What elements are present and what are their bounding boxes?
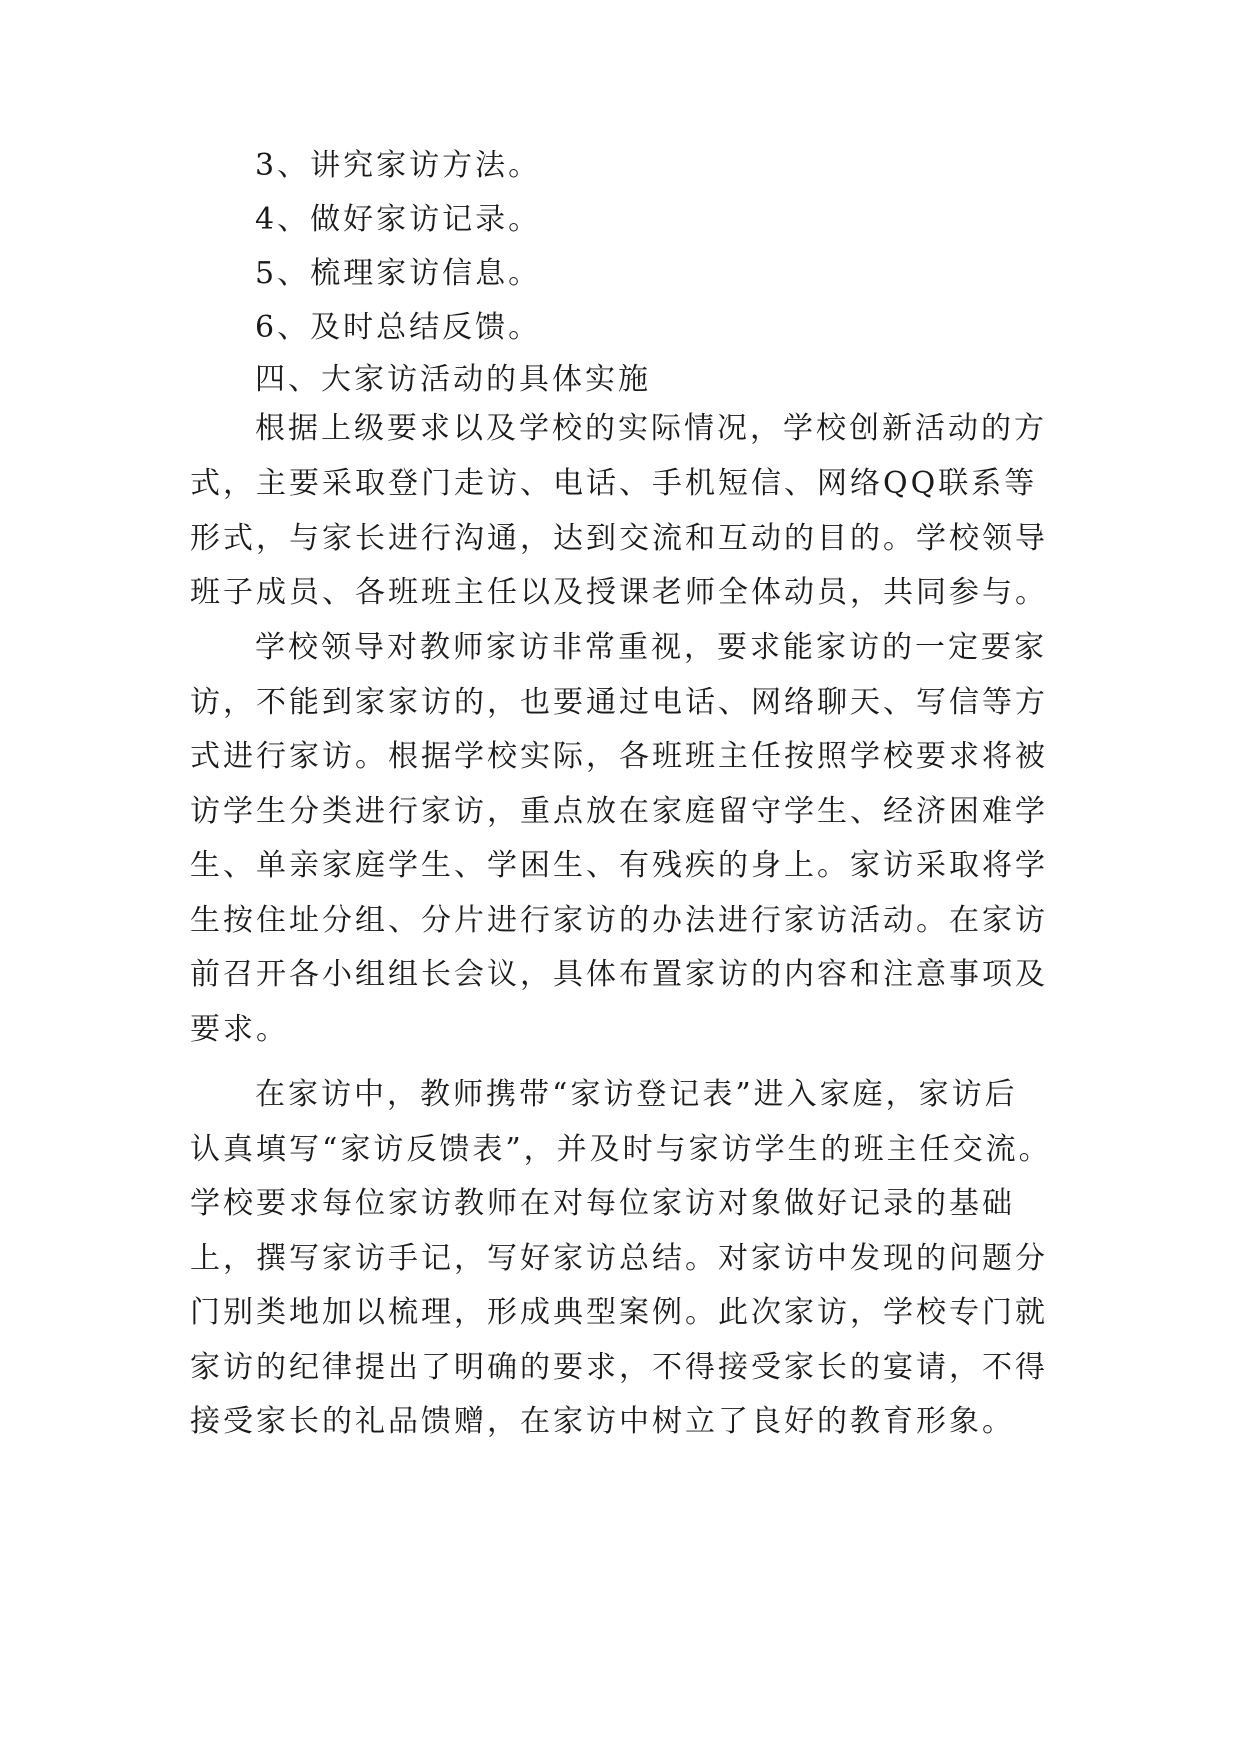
paragraph-line: 学校要求每位家访教师在对每位家访对象做好记录的基础 — [190, 1186, 1015, 1221]
paragraph-line: 家访的纪律提出了明确的要求，不得接受家长的宴请，不得 — [190, 1350, 1048, 1385]
section-heading: 四、大家访活动的具体实施 — [255, 362, 651, 397]
paragraph-line: 班子成员、各班班主任以及授课老师全体动员，共同参与。 — [190, 575, 1048, 610]
list-item-4: 4、做好家访记录。 — [255, 202, 542, 237]
paragraph-line: 学校领导对教师家访非常重视，要求能家访的一定要家 — [255, 630, 1047, 665]
paragraph-line: 访，不能到家家访的，也要通过电话、网络聊天、写信等方 — [190, 685, 1048, 720]
paragraph-line: 认真填写“家访反馈表”，并及时与家访学生的班主任交流。 — [190, 1132, 1052, 1167]
paragraph-line: 在家访中，教师携带“家访登记表”进入家庭，家访后 — [255, 1077, 1018, 1112]
paragraph-line: 门别类地加以梳理，形成典型案例。此次家访，学校专门就 — [190, 1295, 1048, 1330]
paragraph-line: 要求。 — [190, 1012, 289, 1047]
paragraph-line: 接受家长的礼品馈赠，在家访中树立了良好的教育形象。 — [190, 1404, 1015, 1439]
list-item-6: 6、及时总结反馈。 — [255, 310, 542, 345]
list-item-5: 5、梳理家访信息。 — [255, 256, 542, 291]
paragraph-line: 生按住址分组、分片进行家访的办法进行家访活动。在家访 — [190, 903, 1048, 938]
paragraph-line: 生、单亲家庭学生、学困生、有残疾的身上。家访采取将学 — [190, 848, 1048, 883]
paragraph-line: 式进行家访。根据学校实际，各班班主任按照学校要求将被 — [190, 739, 1048, 774]
paragraph-line: 前召开各小组组长会议，具体布置家访的内容和注意事项及 — [190, 957, 1048, 992]
list-item-3: 3、讲究家访方法。 — [255, 148, 542, 183]
paragraph-line: 上，撰写家访手记，写好家访总结。对家访中发现的问题分 — [190, 1241, 1048, 1276]
paragraph-line: 形式，与家长进行沟通，达到交流和互动的目的。学校领导 — [190, 521, 1048, 556]
paragraph-line: 式，主要采取登门走访、电话、手机短信、网络QQ联系等 — [190, 466, 1038, 501]
paragraph-line: 根据上级要求以及学校的实际情况，学校创新活动的方 — [255, 411, 1047, 446]
paragraph-line: 访学生分类进行家访，重点放在家庭留守学生、经济困难学 — [190, 794, 1048, 829]
